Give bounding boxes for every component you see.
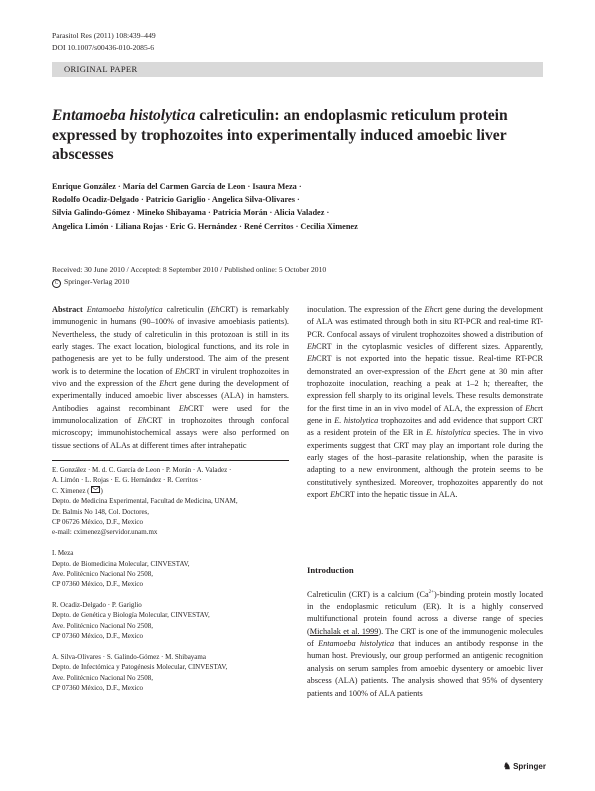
introduction-heading: Introduction xyxy=(307,565,354,575)
abstract-text: Eh xyxy=(307,354,317,364)
author-line: Enrique González · María del Carmen García de Leon · Isaura Meza · xyxy=(52,182,302,191)
email-link[interactable]: e-mail: cximenez@servidor.unam.mx xyxy=(52,528,158,537)
intro-text: Entamoeba histolytica xyxy=(318,639,395,649)
abstract-text: calreticulin ( xyxy=(162,305,211,314)
intro-text: )-binding protein mostly located in the endoplasmic reticulum (ER). It is a highly conserved multifunctional protein found across a diverse range of species ( xyxy=(307,589,543,636)
abstract-text: trophozoites and add evidence that support CRT as a resident protein of the ER in xyxy=(307,416,544,438)
received-accepted-line: Received: 30 June 2010 / Accepted: 8 September 2010 / Published online: 5 October 2010 xyxy=(52,265,327,274)
abstract-text: CRT) is remarkably immunogenic in humans (90–100% of invasive amoebiasis patients). Nevertheless, the study of calreticulin in this protozoan is still in its early stages. The exact location, biological functions, and its role in pathogenesis are yet to be fully understood. The aim of the present work is to determine the location of xyxy=(52,305,289,376)
intro-text: Calreticulin (CRT) is a calcium (Ca xyxy=(307,589,429,599)
abstract-text: Eh xyxy=(178,403,189,413)
affiliation-line: CP 07360 México, D.F., Mexico xyxy=(52,684,143,693)
abstract-text: Eh xyxy=(307,342,317,352)
affiliation-line: A. Limón · L. Rojas · E. G. Hernández · R. Cerritos · xyxy=(52,476,202,485)
affiliation-line: Depto. de Biomedicina Molecular, CINVESTAV, xyxy=(52,559,190,568)
abstract-text: crt gene at 30 min after trophozoite inoculation, reaching a peak at 1–2 h; thereafter, the expression fell sharply to its original levels. These results demonstrate for the first time in an in vivo model of ALA, the expression of xyxy=(307,366,543,413)
superscript: 2+ xyxy=(428,590,434,595)
abstract-text: Entamoeba histolytica xyxy=(86,305,163,314)
author-line: Silvia Galindo-Gómez · Mineko Shibayama · Patricia Morán · Alicia Valadez · xyxy=(52,208,330,218)
affiliation-line: CP 07360 México, D.F., Mexico xyxy=(52,580,143,589)
corresponding-author: C. Ximenez ( xyxy=(52,486,90,495)
abstract-text: Eh xyxy=(137,416,147,426)
affiliation-line: Depto. de Infectómica y Patogénesis Molecular, CINVESTAV, xyxy=(52,663,228,672)
affiliation-block xyxy=(52,465,292,538)
affiliation-line: I. Meza xyxy=(52,549,74,558)
publisher-name: Springer xyxy=(513,762,546,771)
abstract-label: Abstract xyxy=(52,305,83,314)
abstract-text: species. The in vivo experiments suggest that CRT may play an important role during the early stages of the host–parasite relationship, when the parasite is adapting to a new environment, although the protein seems to be constitutively synthesized. Moreover, trophozoites apparently do not export xyxy=(307,428,543,500)
abstract-text: Eh xyxy=(424,305,434,314)
affiliation-line: Ave. Politécnico Nacional No 2508, xyxy=(52,569,153,578)
title-italic: Entamoeba histolytica xyxy=(52,107,196,124)
abstract-text: crt gene in xyxy=(307,403,543,426)
abstract-text: Eh xyxy=(525,403,535,413)
affiliation-line xyxy=(52,486,292,496)
abstract-text: inoculation. The expression of the xyxy=(307,305,425,314)
affiliation-line: Dr. Balmis No 148, Col. Doctores, xyxy=(52,507,150,516)
envelope-icon xyxy=(91,486,100,493)
affiliation-line: Ave. Politécnico Nacional No 2508, xyxy=(52,673,153,682)
springer-horse-icon: ♞ xyxy=(503,761,512,771)
citation-link[interactable]: Michalak et al. 1999 xyxy=(309,626,379,636)
intro-text: ). The CRT is one of the immunogenic molecules of xyxy=(307,626,543,649)
affiliation-line: Depto. de Medicina Experimental, Facultad de Medicina, UNAM, xyxy=(52,497,238,506)
paren-close: ) xyxy=(100,486,103,495)
affiliation-line: CP 07360 México, D.F., Mexico xyxy=(52,632,143,641)
introduction-text xyxy=(307,587,543,700)
affiliation-block xyxy=(52,652,292,694)
abstract-text: CRT is not exported into the hepatic tissue. Real-time RT-PCR demonstrated an over-expression of the xyxy=(307,354,543,376)
title-rest: calreticulin: an endoplasmic reticulum protein expressed by trophozoites into experimentally induced amoebic liver abscesses xyxy=(52,107,508,163)
abstract-text: Eh xyxy=(448,366,458,376)
affiliation-block xyxy=(52,600,292,642)
abstract-text: Eh xyxy=(175,366,185,376)
abstract-text: crt gene during the development of ALA was estimated through both in situ RT-PCR and real-time RT-PCR. Confocal assays of virulent trophozoites showed a distribution of xyxy=(307,305,543,339)
affiliation-line: CP 06726 México, D.F., Mexico xyxy=(52,518,143,527)
affiliation-line: Ave. Politécnico Nacional No 2508, xyxy=(52,621,153,630)
section-banner xyxy=(52,62,543,77)
abstract-text: crt gene during the development of experimentally induced amoebic liver abscesses (ALA) in hamsters. Antibodies against recombinant xyxy=(52,379,289,413)
journal-meta xyxy=(52,30,156,54)
author-list xyxy=(52,180,537,233)
abstract-text: CRT into the hepatic tissue in ALA. xyxy=(339,490,458,500)
affiliations xyxy=(52,465,292,704)
abstract-text: E. histolytica xyxy=(334,416,379,426)
doi[interactable]: DOI 10.1007/s00436-010-2085-6 xyxy=(52,43,155,52)
abstract-text: Eh xyxy=(330,490,340,500)
intro-text: that induces an antibody response in the human host. Previously, our group performed an antigenic recognition analysis on serum samples from amoebic dysentery or amoebic liver abscess (ALA) patients. The analysis showed that 95% of dysentery patients and 100% of ALA patients xyxy=(307,639,544,698)
journal-citation: Parasitol Res (2011) 108:439–449 xyxy=(52,31,156,40)
abstract-text: Eh xyxy=(210,305,220,314)
publisher-logo xyxy=(503,761,546,772)
affiliation-block xyxy=(52,548,292,590)
author-line: Rodolfo Ocadiz-Delgado · Patricio Gariglio · Angelica Silva-Olivares · xyxy=(52,195,300,205)
affiliation-line: A. Silva-Olivares · S. Galindo-Gómez · M. Shibayama xyxy=(52,652,206,661)
copyright-icon: C xyxy=(52,279,61,288)
affiliation-line: Depto. de Genética y Biología Molecular, CINVESTAV, xyxy=(52,611,210,620)
copyright-line xyxy=(52,276,326,288)
article-title xyxy=(52,106,522,165)
abstract-text: E. histolytica xyxy=(426,428,471,438)
abstract-text: CRT in virulent trophozoites in vivo and the expression of the xyxy=(52,366,289,389)
section-label: ORIGINAL PAPER xyxy=(64,64,138,74)
affiliation-divider xyxy=(52,460,289,461)
affiliation-line: R. Ocadiz-Delgado · P. Gariglio xyxy=(52,601,142,610)
abstract-text: CRT in the cytoplasmic vesicles of different sizes. Apparently, xyxy=(316,342,543,352)
abstract-text: CRT in trophozoites through confocal microscopy; immunohistochemical assays were also performed on tissue sections of ALAs at different times after intrahepatic xyxy=(52,416,289,450)
publication-dates xyxy=(52,264,326,288)
author-line: Angelica Limón · Liliana Rojas · Eric G. Hernández · René Cerritos · Cecilia Ximenez xyxy=(52,221,358,231)
abstract-text: Eh xyxy=(159,379,169,389)
abstract-text: CRT were used for the immunolocalization of xyxy=(52,403,290,426)
copyright-text: Springer-Verlag 2010 xyxy=(64,276,130,286)
abstract-column-right xyxy=(307,304,543,502)
abstract-column-left xyxy=(52,304,289,452)
affiliation-line: E. González · M. d. C. García de Leon · P. Morán · A. Valadez · xyxy=(52,466,232,474)
